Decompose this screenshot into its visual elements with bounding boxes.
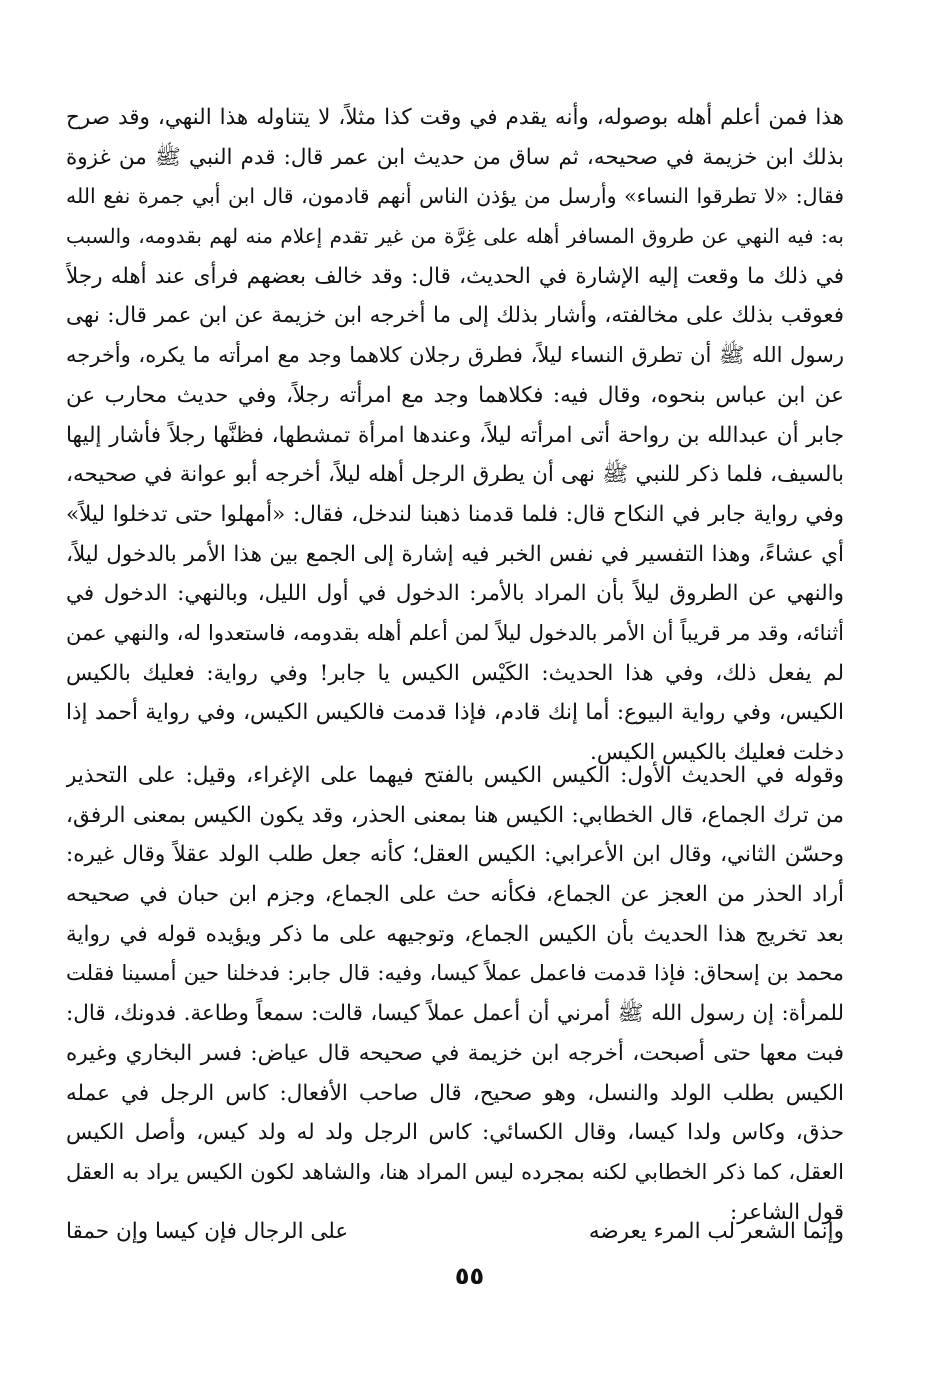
text-line: عن ابن عباس بنحوه، وقال فيه: فكلاهما وجد مع امرأته رجلاً، وفي حديث محارب عن [66, 382, 844, 408]
text-line: بالسيف، فلما ذكر للنبي ﷺ نهى أن يطرق الرجل أهله ليلاً، أخرجه أبو عوانة في صحيحه، [66, 462, 844, 488]
paragraph-2 [66, 756, 844, 1232]
text-line: قول الشاعر: [729, 1199, 844, 1225]
text-line: أي عشاءً، وهذا التفسير في نفس الخبر فيه إشارة إلى الجمع بين هذا الأمر بالدخول ليلاً، [66, 541, 844, 567]
text-line: محمد بن إسحاق: فإذا قدمت فاعمل عملاً كيسا، وفيه: قال جابر: فدخلنا حين أمسينا فقلت [66, 961, 844, 986]
text-line: والنهي عن الطروق ليلاً بأن المراد بالأمر: الدخول في أول الليل، وبالنهي: الدخول في [66, 581, 844, 607]
text-line: من ترك الجماع، قال الخطابي: الكيس هنا بمعنى الحذر، وقد يكون الكيس بمعنى الرفق، [66, 802, 844, 828]
paragraph-1 [66, 98, 844, 773]
text-line: لم يفعل ذلك، وفي هذا الحديث: الكَيْس الكيس يا جابر! وفي رواية: فعليك بالكيس [66, 660, 844, 686]
text-line: الكيس بطلب الولد والنسل، وهو صحيح، قال صاحب الأفعال: كاس الرجل في عمله [66, 1080, 844, 1106]
text-line: وفي رواية جابر في النكاح قال: فلما قدمنا ذهبنا لندخل، فقال: «أمهلوا حتى تدخلوا ليلاً» [66, 501, 844, 527]
text-line: فبت معها حتى أصبحت، أخرجه ابن خزيمة في صحيحه قال عياض: فسر البخاري وغيره [66, 1040, 844, 1066]
text-line: بعد تخريج هذا الحديث بأن الكيس الجماع، وتوجيهه على ما ذكر ويؤيده قوله في رواية [66, 921, 844, 947]
text-line: أراد الحذر من العجز عن الجماع، فكأنه حث على الجماع، وجزم ابن حبان في صحيحه [66, 882, 844, 908]
text-line: هذا فمن أعلم أهله بوصوله، وأنه يقدم في وقت كذا مثلاً، لا يتناوله هذا النهي، وقد صرح [66, 105, 844, 130]
text-line: بذلك ابن خزيمة في صحيحه، ثم ساق من حديث ابن عمر قال: قدم النبي ﷺ من غزوة [66, 144, 844, 170]
text-line: رسول الله ﷺ أن تطرق النساء ليلاً، فطرق رجلان كلاهما وجد مع امرأته ما يكره، وأخرجه [66, 343, 844, 368]
poetry-verse [66, 1212, 844, 1252]
text-line: فقال: «لا تطرقوا النساء» وأرسل من يؤذن الناس أنهم قادمون، قال ابن أبي جمرة نفع الله [66, 184, 844, 209]
verse-second-hemistich: على الرجال فإن كيسا وإن حمقا [66, 1219, 349, 1244]
text-line: الكيس، وفي رواية البيوع: أما إنك قادم، فإذا قدمت فالكيس الكيس، وفي رواية أحمد إذا [66, 700, 844, 726]
text-line: دخلت فعليك بالكيس الكيس. [590, 740, 844, 765]
text-line: حذق، وكاس ولدا كيسا، وقال الكسائي: كاس الرجل ولد له ولد كيس، وأصل الكيس [66, 1120, 844, 1146]
text-line: به: فيه النهي عن طروق المسافر أهله على غِرَّة من غير تقدم إعلام منه لهم بقدومه، والسبب [66, 224, 844, 249]
text-line: وحسّن الثاني، وقال ابن الأعرابي: الكيس العقل؛ كأنه جعل طلب الولد عقلاً وقال غيره: [66, 842, 844, 868]
text-line: أثنائه، وقد مر قريباً أن الأمر بالدخول ليلاً لمن أعلم أهله بقدومه، فاستعدوا له، والنهي عمن [66, 620, 844, 645]
text-line: للمرأة: إن رسول الله ﷺ أمرني أن أعمل عملاً كيسا، قالت: سمعاً وطاعة. فدونك، قال: [66, 1001, 844, 1027]
text-line: في ذلك ما وقعت إليه الإشارة في الحديث، قال: وقد خالف بعضهم فرأى عند أهله رجلاً [66, 263, 844, 289]
text-line: وقوله في الحديث الأول: الكيس الكيس بالفتح فيهما على الإغراء، وقيل: على التحذير [66, 763, 844, 788]
text-line: العقل، كما ذكر الخطابي لكنه بمجرده ليس المراد هنا، والشاهد لكون الكيس يراد به العقل [66, 1159, 844, 1184]
text-line: جابر أن عبدالله بن رواحة أتى امرأته ليلاً، وعندها امرأة تمشطها، فظنَّها رجلاً فأشار إليها [66, 422, 844, 448]
text-line: فعوقب بذلك على مخالفته، وأشار بذلك إلى ما أخرجه ابن خزيمة عن ابن عمر قال: نهى [66, 303, 844, 329]
verse-first-hemistich: وإنما الشعر لب المرء يعرضه [588, 1219, 844, 1244]
page-number: ٥٥ [454, 1262, 485, 1290]
